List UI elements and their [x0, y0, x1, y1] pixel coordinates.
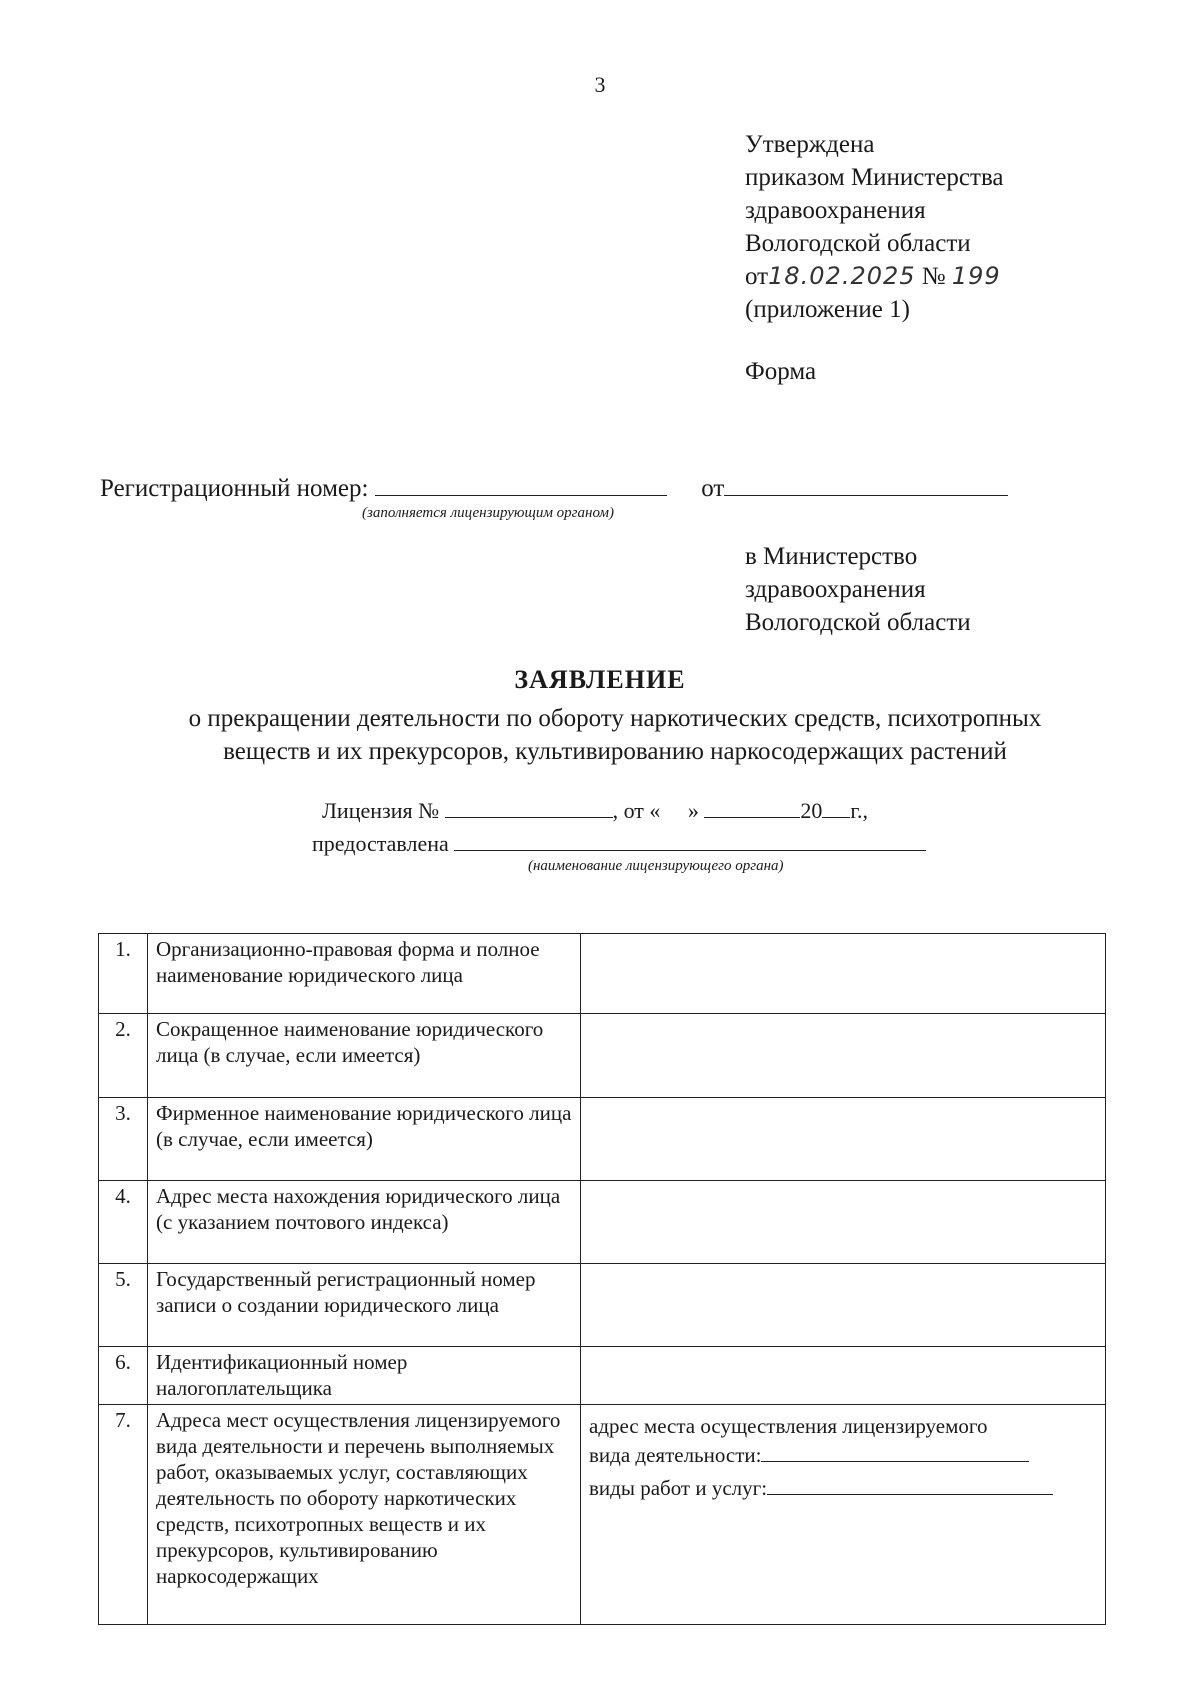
row-value-field[interactable]: [581, 1347, 1106, 1405]
license-day-field[interactable]: [666, 796, 688, 818]
activity-address-field[interactable]: [761, 1439, 1029, 1462]
approval-order-line: от18.02.2025 № 199: [745, 262, 1001, 290]
activity-address-label: адрес места осуществления лицензируемого: [589, 1414, 988, 1438]
services-line: виды работ и услуг:: [589, 1472, 1097, 1501]
registration-label: Регистрационный номер:: [100, 475, 369, 502]
row-number: 2.: [99, 1014, 148, 1098]
table-row: [99, 1181, 1106, 1264]
page-number: 3: [594, 72, 606, 97]
license-number-field[interactable]: [445, 795, 613, 818]
table-row: [99, 1264, 1106, 1347]
row-7-value-cell: [581, 1405, 1106, 1625]
activity-address-line: вида деятельности:: [589, 1439, 1097, 1468]
row-value-field[interactable]: [581, 1098, 1106, 1181]
license-granted-line: предоставлена: [312, 828, 926, 857]
license-month-field[interactable]: [704, 795, 800, 818]
registration-note: (заполняется лицензирующим органом): [362, 505, 614, 521]
table-row: [99, 1098, 1106, 1181]
recipient-block: в Министерство здравоохранения Вологодской области: [745, 543, 971, 636]
application-table: [98, 933, 1106, 1625]
table-row: [99, 1405, 1106, 1625]
approval-appendix: (приложение 1): [745, 296, 910, 323]
table-row: [99, 934, 1106, 1014]
row-number: 3.: [99, 1098, 148, 1181]
row-label: Сокращенное наименование юридического лица (в случае, если имеется): [148, 1014, 581, 1098]
registration-number-field[interactable]: [375, 473, 667, 496]
license-line: Лицензия № , от « » 20 г.,: [322, 795, 868, 824]
approval-line: приказом Министерства: [745, 164, 1004, 191]
registration-from-label: от: [701, 475, 725, 502]
row-value-field[interactable]: [581, 1014, 1106, 1098]
approval-line: Утверждена: [745, 131, 875, 158]
handwritten-number: 199: [951, 262, 1001, 290]
row-number: 4.: [99, 1181, 148, 1264]
handwritten-date: 18.02.2025: [768, 262, 916, 290]
form-label: Форма: [745, 358, 817, 385]
row-label: Адрес места нахождения юридического лица (с указанием почтового индекса): [148, 1181, 581, 1264]
document-title: ЗАЯВЛЕНИЕ: [514, 665, 686, 694]
row-label: Организационно-правовая форма и полное наименование юридического лица: [148, 934, 581, 1014]
row-number: 1.: [99, 934, 148, 1014]
row-label: Государственный регистрационный номер записи о создании юридического лица: [148, 1264, 581, 1347]
row-value-field[interactable]: [581, 934, 1106, 1014]
row-value-field[interactable]: [581, 1181, 1106, 1264]
license-authority-field[interactable]: [454, 828, 926, 851]
approval-line: здравоохранения: [745, 197, 926, 224]
table-row: [99, 1347, 1106, 1405]
license-year-field[interactable]: [822, 795, 850, 818]
approval-line: Вологодской области: [745, 230, 971, 257]
row-label: Адреса мест осуществления лицензируемого вида деятельности и перечень выполняемых работ, оказываемых услуг, составляющих деятельность по обороту наркотических средств, психотропных веществ и их прекурсоров, культивированию наркосодержащих: [148, 1405, 581, 1625]
row-number: 6.: [99, 1347, 148, 1405]
registration-date-field[interactable]: [724, 473, 1008, 496]
row-number: 7.: [99, 1405, 148, 1625]
services-field[interactable]: [767, 1472, 1053, 1495]
row-label: Фирменное наименование юридического лица (в случае, если имеется): [148, 1098, 581, 1181]
license-authority-note: (наименование лицензирующего органа): [528, 858, 784, 874]
approval-block: [745, 128, 1004, 326]
row-label: Идентификационный номер налогоплательщика: [148, 1347, 581, 1405]
document-subtitle: о прекращении деятельности по обороту наркотических средств, психотропных веществ и их прекурсоров, культивированию наркосодержащих растений: [188, 705, 1042, 765]
row-value-field[interactable]: [581, 1264, 1106, 1347]
row-number: 5.: [99, 1264, 148, 1347]
registration-line: [100, 473, 1008, 503]
table-row: [99, 1014, 1106, 1098]
